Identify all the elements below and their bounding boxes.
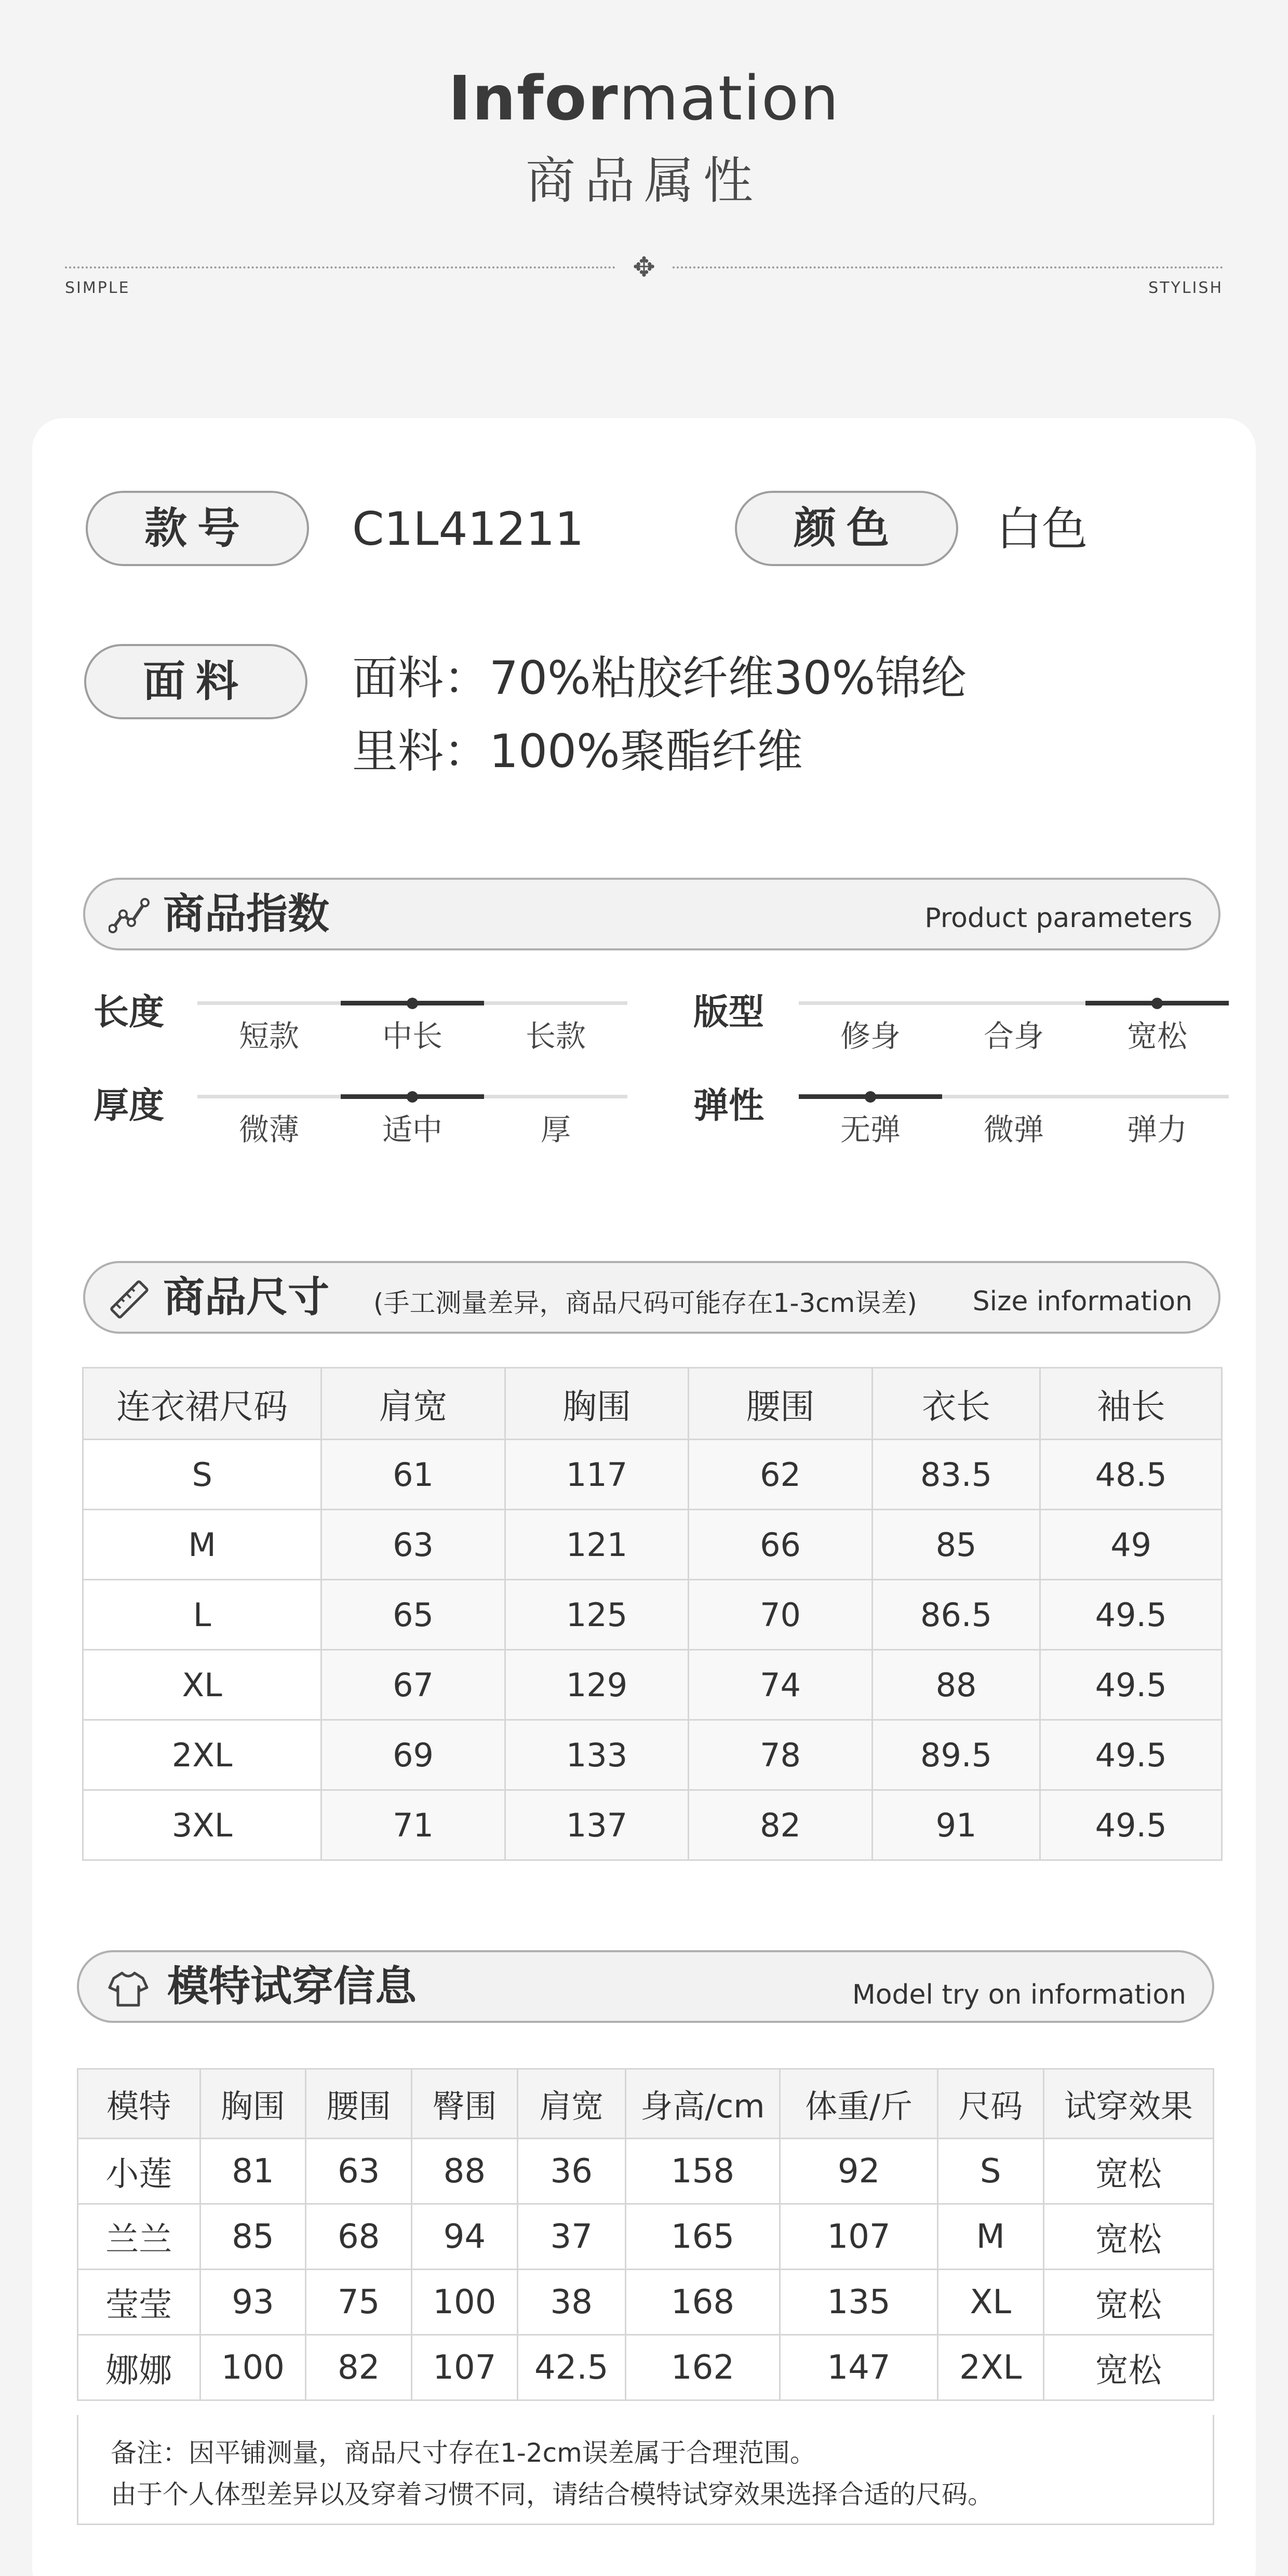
size-table bbox=[82, 1367, 1223, 1861]
column-header: 连衣裙尺码 bbox=[83, 1368, 321, 1440]
table-cell: 82 bbox=[689, 1790, 872, 1860]
indicator-label: 长度 bbox=[93, 992, 165, 1033]
table-cell: 158 bbox=[625, 2139, 780, 2204]
table-cell: 75 bbox=[306, 2270, 412, 2335]
column-header: 身高/cm bbox=[625, 2069, 780, 2139]
table-row bbox=[83, 1510, 1222, 1580]
model-note-2: 由于个人体型差异以及穿着习惯不同，请结合模特试穿效果选择合适的尺码。 bbox=[111, 2479, 994, 2510]
table-cell: 83.5 bbox=[872, 1440, 1040, 1510]
size-section-bar bbox=[83, 1261, 1220, 1334]
table-cell: XL bbox=[937, 2270, 1043, 2335]
indicator-track bbox=[197, 1001, 627, 1005]
indicator-option: 微薄 bbox=[238, 1112, 299, 1147]
table-cell: L bbox=[83, 1580, 321, 1650]
table-cell: 125 bbox=[505, 1580, 689, 1650]
table-cell: 2XL bbox=[937, 2335, 1043, 2400]
table-cell: 68 bbox=[306, 2204, 412, 2270]
column-header: 试穿效果 bbox=[1043, 2069, 1213, 2139]
table-cell: 36 bbox=[517, 2139, 625, 2204]
table-cell: 117 bbox=[505, 1440, 689, 1510]
caption-stylish: STYLISH bbox=[1148, 279, 1223, 297]
page-title-en bbox=[0, 62, 1288, 134]
size-table-header bbox=[83, 1368, 1222, 1440]
table-cell: 63 bbox=[321, 1510, 505, 1580]
fabric-outer: 面料：70%粘胶纤维30%锦纶 bbox=[352, 651, 967, 705]
indicator-label: 弹性 bbox=[693, 1085, 764, 1126]
model-section-title: 模特试穿信息 bbox=[167, 1962, 417, 2010]
table-row bbox=[78, 2335, 1214, 2400]
table-row bbox=[78, 2204, 1214, 2270]
table-cell: 133 bbox=[505, 1720, 689, 1790]
size-section-title: 商品尺寸 bbox=[163, 1273, 329, 1321]
table-cell: 38 bbox=[517, 2270, 625, 2335]
indicator-option: 长款 bbox=[525, 1018, 586, 1054]
table-cell: 兰兰 bbox=[78, 2204, 200, 2270]
indicator-marker bbox=[407, 1091, 418, 1103]
table-cell: 3XL bbox=[83, 1790, 321, 1860]
four-way-arrow-icon: ✥ bbox=[633, 252, 655, 283]
table-cell: 宽松 bbox=[1043, 2139, 1213, 2204]
table-cell: 63 bbox=[306, 2139, 412, 2204]
table-cell: S bbox=[937, 2139, 1043, 2204]
table-cell: 162 bbox=[625, 2335, 780, 2400]
table-cell: 71 bbox=[321, 1790, 505, 1860]
model-table bbox=[77, 2068, 1214, 2401]
table-cell: M bbox=[937, 2204, 1043, 2270]
size-section-subtitle: Size information bbox=[972, 1286, 1192, 1317]
table-cell: 92 bbox=[780, 2139, 938, 2204]
table-row bbox=[83, 1720, 1222, 1790]
model-section-bar bbox=[77, 1950, 1214, 2023]
table-row bbox=[83, 1790, 1222, 1860]
table-cell: 49.5 bbox=[1040, 1720, 1222, 1790]
indicator-track bbox=[799, 1095, 1229, 1098]
table-cell: 70 bbox=[689, 1580, 872, 1650]
table-row bbox=[78, 2270, 1214, 2335]
fabric-label: 面料 bbox=[84, 644, 307, 719]
indicator-marker bbox=[407, 998, 418, 1009]
table-cell: 48.5 bbox=[1040, 1440, 1222, 1510]
table-row bbox=[83, 1440, 1222, 1510]
column-header: 臀围 bbox=[412, 2069, 518, 2139]
model-notes bbox=[77, 2415, 1214, 2525]
column-header: 衣长 bbox=[872, 1368, 1040, 1440]
table-cell: 85 bbox=[872, 1510, 1040, 1580]
indicator-option: 中长 bbox=[382, 1018, 442, 1054]
table-cell: 82 bbox=[306, 2335, 412, 2400]
table-cell: 93 bbox=[200, 2270, 306, 2335]
table-cell: 107 bbox=[412, 2335, 518, 2400]
indicator-label: 版型 bbox=[693, 992, 764, 1033]
header-divider-left bbox=[65, 266, 615, 269]
table-row bbox=[83, 1650, 1222, 1720]
table-cell: 37 bbox=[517, 2204, 625, 2270]
table-cell: XL bbox=[83, 1650, 321, 1720]
table-cell: 莹莹 bbox=[78, 2270, 200, 2335]
column-header: 胸围 bbox=[505, 1368, 689, 1440]
table-cell: 49.5 bbox=[1040, 1790, 1222, 1860]
fabric-lining: 里料：100%聚酯纤维 bbox=[352, 725, 803, 778]
indicator-option: 无弹 bbox=[840, 1112, 901, 1147]
table-cell: 135 bbox=[780, 2270, 938, 2335]
indicator-option: 厚 bbox=[540, 1112, 571, 1147]
table-cell: 91 bbox=[872, 1790, 1040, 1860]
table-row bbox=[83, 1580, 1222, 1650]
column-header: 肩宽 bbox=[321, 1368, 505, 1440]
caption-simple: SIMPLE bbox=[65, 279, 130, 297]
indicator-track bbox=[799, 1001, 1229, 1005]
page-title-zh: 商品属性 bbox=[526, 152, 762, 210]
tshirt-icon bbox=[108, 1968, 149, 2009]
indicator-option: 宽松 bbox=[1126, 1018, 1187, 1054]
indicator-label: 厚度 bbox=[93, 1085, 165, 1126]
column-header: 腰围 bbox=[689, 1368, 872, 1440]
indicator-track bbox=[197, 1095, 627, 1098]
table-cell: 89.5 bbox=[872, 1720, 1040, 1790]
table-cell: 65 bbox=[321, 1580, 505, 1650]
color-label: 颜色 bbox=[735, 491, 958, 566]
page-title-en-rest: mation bbox=[619, 62, 840, 134]
column-header: 尺码 bbox=[937, 2069, 1043, 2139]
table-cell: 62 bbox=[689, 1440, 872, 1510]
table-cell: 2XL bbox=[83, 1720, 321, 1790]
table-row bbox=[78, 2139, 1214, 2204]
table-cell: 小莲 bbox=[78, 2139, 200, 2204]
table-cell: 49.5 bbox=[1040, 1580, 1222, 1650]
indicator-option: 适中 bbox=[382, 1112, 442, 1147]
table-cell: 宽松 bbox=[1043, 2204, 1213, 2270]
column-header: 腰围 bbox=[306, 2069, 412, 2139]
model-table-header bbox=[78, 2069, 1214, 2139]
size-section-note: (手工测量差异，商品尺码可能存在1-3cm误差) bbox=[373, 1288, 917, 1318]
indicator-option: 微弹 bbox=[983, 1112, 1044, 1147]
model-section-subtitle: Model try on information bbox=[852, 1979, 1186, 2010]
style-no-label: 款号 bbox=[86, 491, 309, 566]
indices-section-bar bbox=[83, 878, 1220, 950]
table-cell: 69 bbox=[321, 1720, 505, 1790]
color-value: 白色 bbox=[996, 502, 1088, 556]
table-cell: 165 bbox=[625, 2204, 780, 2270]
style-no-value: C1L41211 bbox=[352, 502, 584, 556]
table-cell: 74 bbox=[689, 1650, 872, 1720]
table-cell: 129 bbox=[505, 1650, 689, 1720]
indicator-option: 合身 bbox=[983, 1018, 1044, 1054]
column-header: 模特 bbox=[78, 2069, 200, 2139]
indicator-marker bbox=[1151, 998, 1163, 1009]
table-cell: 94 bbox=[412, 2204, 518, 2270]
table-cell: 85 bbox=[200, 2204, 306, 2270]
model-note-1: 备注：因平铺测量，商品尺寸存在1-2cm误差属于合理范围。 bbox=[111, 2438, 816, 2468]
table-cell: 88 bbox=[412, 2139, 518, 2204]
indicator-option: 短款 bbox=[238, 1018, 299, 1054]
column-header: 袖长 bbox=[1040, 1368, 1222, 1440]
line-chart-icon bbox=[109, 895, 150, 937]
table-cell: 168 bbox=[625, 2270, 780, 2335]
indices-section-title: 商品指数 bbox=[163, 890, 329, 938]
header-divider-right bbox=[673, 266, 1223, 269]
table-cell: 宽松 bbox=[1043, 2270, 1213, 2335]
table-cell: 宽松 bbox=[1043, 2335, 1213, 2400]
table-cell: 107 bbox=[780, 2204, 938, 2270]
table-cell: S bbox=[83, 1440, 321, 1510]
table-cell: 61 bbox=[321, 1440, 505, 1510]
table-cell: 100 bbox=[200, 2335, 306, 2400]
column-header: 肩宽 bbox=[517, 2069, 625, 2139]
table-cell: 121 bbox=[505, 1510, 689, 1580]
ruler-icon bbox=[109, 1279, 150, 1320]
table-cell: 137 bbox=[505, 1790, 689, 1860]
indicator-option: 修身 bbox=[840, 1018, 901, 1054]
column-header: 胸围 bbox=[200, 2069, 306, 2139]
indicator-marker bbox=[865, 1091, 876, 1103]
indices-section-subtitle: Product parameters bbox=[924, 903, 1192, 934]
table-cell: 147 bbox=[780, 2335, 938, 2400]
table-cell: 66 bbox=[689, 1510, 872, 1580]
table-cell: 49.5 bbox=[1040, 1650, 1222, 1720]
table-cell: 49 bbox=[1040, 1510, 1222, 1580]
table-cell: 81 bbox=[200, 2139, 306, 2204]
table-cell: 67 bbox=[321, 1650, 505, 1720]
table-cell: 88 bbox=[872, 1650, 1040, 1720]
table-cell: 86.5 bbox=[872, 1580, 1040, 1650]
table-cell: 42.5 bbox=[517, 2335, 625, 2400]
table-cell: M bbox=[83, 1510, 321, 1580]
table-cell: 100 bbox=[412, 2270, 518, 2335]
table-cell: 娜娜 bbox=[78, 2335, 200, 2400]
column-header: 体重/斤 bbox=[780, 2069, 938, 2139]
table-cell: 78 bbox=[689, 1720, 872, 1790]
indicator-option: 弹力 bbox=[1126, 1112, 1187, 1147]
page-title-en-bold: Infor bbox=[448, 62, 619, 134]
